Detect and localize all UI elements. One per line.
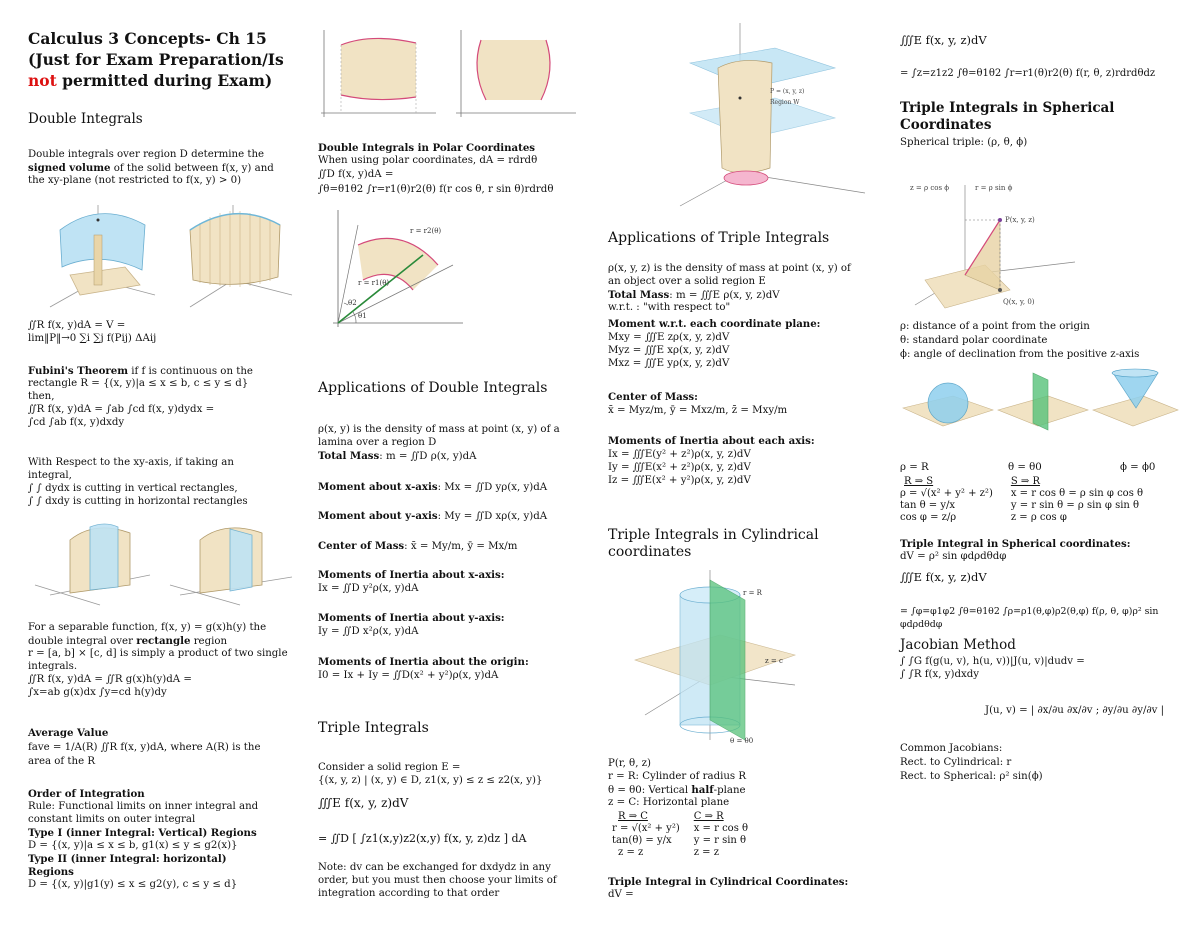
rectangle-word: rectangle: [136, 635, 191, 647]
inertia-x-formula: Ix = ∬D y²ρ(x, y)dA: [318, 583, 419, 594]
phi-definition: ϕ: angle of declination from the positive z-axis: [900, 349, 1140, 360]
intro-line-3: the xy-plane (not restricted to f(x, y) > 0): [28, 175, 242, 186]
cyl-table-head-rc: R ⇒ C: [618, 811, 648, 822]
solid-region-figure: [660, 18, 875, 208]
cyl-fig-r-label: r = R: [743, 589, 762, 597]
sph-conversion-table: [900, 476, 1149, 524]
triple-line-1: Consider a solid region E =: [318, 762, 461, 773]
jacobian-spherical: Rect. to Spherical: ρ² sin(ϕ): [900, 771, 1043, 782]
surface-label-rho: ρ = R: [900, 462, 929, 473]
wrt-line-1: With Respect to the xy-axis, if taking an: [28, 457, 234, 468]
jacobian-line-1: ∫ ∫G f(g(u, v), h(u, v))|J(u, v)|dudv =: [900, 656, 1085, 667]
sph-table-r3a: cos φ = z/ρ: [900, 512, 957, 523]
double-integral-volume-figure: [30, 195, 300, 313]
cyl-integral-line-1: ∭E f(x, y, z)dV: [900, 33, 987, 47]
cyl-fig-z-label: z = c: [765, 657, 783, 665]
jacobian-determinant: J(u, v) = | ∂x/∂u ∂x/∂v ; ∂y/∂u ∂y/∂v |: [985, 705, 1165, 716]
sph-fig-rrho: r = ρ sin ϕ: [975, 184, 1013, 192]
title-not-word: not: [28, 71, 57, 90]
polar-fig-r2-label: r = r2(θ): [410, 227, 442, 235]
type-2-heading-cont: Regions: [28, 866, 74, 878]
jacobian-line-2: ∫ ∫R f(x, y)dxdy: [900, 669, 980, 680]
fubini-line-2: rectangle R = {(x, y)|a ≤ x ≤ b, c ≤ y ≤ d}: [28, 378, 249, 389]
type-1-heading: Type I (inner Integral: Vertical) Regions: [28, 827, 257, 839]
separable-line-2: [28, 635, 227, 649]
app2-line-2: lamina over a region D: [318, 437, 437, 448]
triple-line-3: ∭E f(x, y, z)dV: [318, 796, 409, 810]
polar-region-figure: [318, 205, 468, 330]
title-line-3-rest: permitted during Exam): [56, 71, 273, 90]
app3-total-mass: [608, 289, 780, 303]
fubini-line-1: [28, 365, 253, 379]
title-line-3: [28, 71, 272, 90]
inertia-axis-x: Ix = ∭E(y² + z²)ρ(x, y, z)dV: [608, 449, 751, 460]
sph-fig-q: Q(x, y, 0): [1003, 298, 1035, 306]
cyl-table-r1b: x = r cos θ: [693, 823, 749, 834]
inertia-y-formula: Iy = ∬D x²ρ(x, y)dA: [318, 626, 419, 637]
polar-fig-theta1-label: θ1: [358, 312, 367, 320]
sph-integral-line-1: ∭E f(x, y, z)dV: [900, 570, 987, 584]
moment-y-label: Moment about y-axis: [318, 510, 438, 522]
slicing-figure: [30, 515, 300, 610]
heading-triple-integrals: Triple Integrals: [318, 720, 429, 736]
moment-x-label: Moment about x-axis: [318, 481, 438, 493]
spherical-figure: [905, 180, 1085, 315]
total-mass-3-label: Total Mass: [608, 289, 670, 301]
polar-fig-r1-label: r = r1(θ): [358, 279, 390, 287]
center-mass-3-heading: Center of Mass:: [608, 391, 698, 403]
inertia-axis-z: Iz = ∭E(x² + y²)ρ(x, y, z)dV: [608, 475, 751, 486]
center-mass-label: Center of Mass: [318, 540, 405, 552]
intro-line-2: [28, 162, 274, 176]
heading-jacobian: Jacobian Method: [900, 637, 1016, 653]
polar-heading: Double Integrals in Polar Coordinates: [318, 142, 536, 154]
separable-line-6: ∫x=ab g(x)dx ∫y=cd h(y)dy: [28, 687, 167, 698]
fubini-label: Fubini's Theorem: [28, 365, 129, 377]
cyl-table-head-cr: C ⇒ R: [693, 811, 724, 822]
moment-x-formula: : Mx = ∬D yρ(x, y)dA: [437, 482, 548, 493]
fubini-line-4: ∬R f(x, y)dA = ∫ab ∫cd f(x, y)dydx =: [28, 404, 215, 415]
cyl-table-r3a: z = z: [618, 847, 644, 858]
wrt-note: w.r.t. : "with respect to": [608, 302, 731, 313]
heading-spherical-2: Coordinates: [900, 117, 992, 133]
riemann-line-1: ∬R f(x, y)dA = V =: [28, 320, 126, 331]
separable-line-2-a: double integral over: [28, 636, 137, 647]
triple-note-2: order, but you must then choose your limits of: [318, 875, 557, 886]
fubini-line-1-rest: if f is continuous on the: [128, 366, 253, 377]
cyl-theta-c: -plane: [713, 785, 746, 796]
sph-table-r2a: tan θ = y/x: [900, 500, 956, 511]
wrt-line-4: ∫ ∫ dxdy is cutting in horizontal rectangles: [28, 496, 248, 507]
common-jacobians-heading: Common Jacobians:: [900, 743, 1003, 754]
cyl-point: P(r, θ, z): [608, 758, 652, 769]
fubini-line-3: then,: [28, 391, 55, 402]
separable-line-2-c: region: [190, 636, 228, 647]
fig-point-label: P = (x, y, z): [770, 88, 805, 95]
cyl-table-r1a: r = √(x² + y²): [612, 823, 680, 834]
surface-label-theta: θ = θ0: [1008, 462, 1042, 473]
heading-cylindrical-1: Triple Integrals in Cylindrical: [608, 527, 819, 543]
triple-line-4: = ∬D [ ∫z1(x,y)z2(x,y) f(x, y, z)dz ] dA: [318, 832, 527, 845]
app2-line-1: ρ(x, y) is the density of mass at point (x, y) of a: [318, 424, 560, 435]
type-1-region: D = {(x, y)|a ≤ x ≤ b, g1(x) ≤ y ≤ g2(x)}: [28, 840, 238, 851]
center-mass-3-formula: x̄ = Myz/m, ȳ = Mxz/m, z̄ = Mxy/m: [608, 405, 788, 416]
cyl-table-r2a: tan(θ) = y/x: [612, 835, 672, 846]
cyl-theta-half: half: [691, 784, 714, 796]
moment-xz: Mxz = ∭E yρ(x, y, z)dV: [608, 358, 730, 369]
sph-table-head-rs: R ⇒ S: [904, 476, 934, 487]
inertia-origin-heading: Moments of Inertia about the origin:: [318, 656, 529, 668]
fig-region-label: Region W: [770, 99, 800, 106]
heading-applications-triple: Applications of Triple Integrals: [608, 230, 830, 246]
separable-line-3: r = [a, b] × [c, d] is simply a product of two single: [28, 648, 288, 659]
heading-spherical-1: Triple Integrals in Spherical: [900, 100, 1115, 116]
total-mass-3-formula: : m = ∭E ρ(x, y, z)dV: [669, 290, 780, 301]
app2-total-mass: [318, 450, 477, 464]
cyl-table-r3b: z = z: [693, 847, 720, 858]
cyl-integral-dv: dV =: [608, 889, 634, 900]
polar-fig-theta2-label: θ2: [348, 299, 357, 307]
cyl-fig-theta-label: θ = θ0: [730, 737, 754, 745]
fubini-line-5: ∫cd ∫ab f(x, y)dxdy: [28, 417, 125, 428]
sph-table-head-sr: S ⇒ R: [1010, 476, 1040, 487]
moment-x-line: [318, 481, 547, 495]
inertia-origin-formula: I0 = Ix + Iy = ∬D(x² + y²)ρ(x, y)dA: [318, 670, 499, 681]
total-mass-formula: : m = ∬D ρ(x, y)dA: [379, 451, 477, 462]
sph-table-r2b: y = r sin θ = ρ sin φ sin θ: [1010, 500, 1140, 511]
cyl-integral-line-2: = ∫z=z1z2 ∫θ=θ1θ2 ∫r=r1(θ)r2(θ) f(r, θ, z)rdrdθdz: [900, 68, 1156, 79]
moment-plane-heading: Moment w.r.t. each coordinate plane:: [608, 318, 821, 330]
app3-line-1: ρ(x, y, z) is the density of mass at point (x, y) of: [608, 263, 851, 274]
intro-line-2-rest: of the solid between f(x, y) and: [110, 163, 274, 174]
separable-line-1: For a separable function, f(x, y) = g(x)h(y) the: [28, 622, 267, 633]
separable-line-4: integrals.: [28, 661, 78, 672]
heading-applications-double: Applications of Double Integrals: [318, 380, 548, 396]
sph-table-r1b: x = r cos θ = ρ sin φ cos θ: [1010, 488, 1144, 499]
cylindrical-figure: [625, 565, 800, 750]
cyl-r-def: r = R: Cylinder of radius R: [608, 771, 747, 782]
spherical-triple: Spherical triple: (ρ, θ, ϕ): [900, 137, 1028, 148]
type-2-region: D = {(x, y)|g1(y) ≤ x ≤ g2(y), c ≤ y ≤ d}: [28, 879, 238, 890]
title-line-2: (Just for Exam Preparation/Is: [28, 50, 284, 69]
inertia-axis-y: Iy = ∭E(x² + z²)ρ(x, y, z)dV: [608, 462, 751, 473]
sph-integral-line-2: = ∫φ=φ1φ2 ∫θ=θ1θ2 ∫ρ=ρ1(θ,φ)ρ2(θ,φ) f(ρ, θ, φ)ρ² sin φdρdθdφ: [900, 606, 1159, 630]
sph-dv: dV = ρ² sin φdρdθdφ: [900, 551, 1007, 562]
type-regions-figure: [316, 25, 586, 125]
heading-double-integrals: Double Integrals: [28, 111, 143, 127]
wrt-line-3: ∫ ∫ dydx is cutting in vertical rectangles,: [28, 483, 238, 494]
cyl-z-def: z = C: Horizontal plane: [608, 797, 730, 808]
moment-yz: Myz = ∭E xρ(x, y, z)dV: [608, 345, 730, 356]
inertia-axis-heading: Moments of Inertia about each axis:: [608, 435, 815, 447]
spherical-surfaces-figure: [898, 368, 1183, 433]
title-line-1: Calculus 3 Concepts- Ch 15: [28, 29, 267, 48]
polar-line-3: ∫θ=θ1θ2 ∫r=r1(θ)r2(θ) f(r cos θ, r sin θ)rdrdθ: [318, 184, 554, 195]
riemann-line-2: lim‖P‖→0 ∑i ∑j f(Pij) ΔAij: [28, 333, 157, 344]
theta-definition: θ: standard polar coordinate: [900, 335, 1048, 346]
intro-line-1: Double integrals over region D determine the: [28, 149, 265, 160]
separable-line-5: ∬R f(x, y)dA = ∬R g(x)h(y)dA =: [28, 674, 192, 685]
moment-xy: Mxy = ∭E zρ(x, y, z)dV: [608, 332, 730, 343]
average-value-line-2: area of the R: [28, 756, 96, 767]
jacobian-cylindrical: Rect. to Cylindrical: r: [900, 757, 1012, 768]
total-mass-label: Total Mass: [318, 450, 380, 462]
signed-volume-text: signed volume: [28, 162, 111, 174]
cyl-conversion-table: [612, 811, 754, 859]
surface-label-phi: ϕ = ϕ0: [1120, 462, 1156, 473]
order-line-1: Rule: Functional limits on inner integral and: [28, 801, 259, 812]
moment-y-formula: : My = ∬D xρ(x, y)dA: [437, 511, 548, 522]
inertia-x-heading: Moments of Inertia about x-axis:: [318, 569, 505, 581]
wrt-line-2: integral,: [28, 470, 72, 481]
cyl-theta-a: θ = θ0: Vertical: [608, 785, 692, 796]
rho-definition: ρ: distance of a point from the origin: [900, 321, 1090, 332]
average-value-line-1: fave = 1/A(R) ∬R f(x, y)dA, where A(R) is the: [28, 742, 261, 753]
cyl-theta-def: [608, 784, 746, 798]
triple-note-3: integration according to that order: [318, 888, 500, 899]
polar-line-2: ∬D f(x, y)dA =: [318, 169, 394, 180]
sph-fig-pxyz: P(x, y, z): [1005, 216, 1035, 224]
moment-y-line: [318, 510, 547, 524]
sph-fig-zrho: z = ρ cos ϕ: [910, 184, 950, 192]
sph-table-r1a: ρ = √(x² + y² + z²): [900, 488, 993, 499]
triple-note-1: Note: dv can be exchanged for dxdydz in any: [318, 862, 551, 873]
order-heading: Order of Integration: [28, 788, 145, 800]
center-mass-formula: : x̄ = My/m, ȳ = Mx/m: [404, 541, 518, 552]
order-line-2: constant limits on outer integral: [28, 814, 196, 825]
center-mass-line: [318, 540, 517, 554]
cyl-table-r2b: y = r sin θ: [693, 835, 747, 846]
polar-line-1: When using polar coordinates, dA = rdrdθ: [318, 155, 538, 166]
type-2-heading: Type II (inner Integral: horizontal): [28, 853, 227, 865]
average-value-heading: Average Value: [28, 727, 109, 739]
inertia-y-heading: Moments of Inertia about y-axis:: [318, 612, 505, 624]
heading-cylindrical-2: coordinates: [608, 544, 692, 560]
sph-table-r3b: z = ρ cos φ: [1010, 512, 1067, 523]
triple-line-2: {(x, y, z) | (x, y) ∈ D, z1(x, y) ≤ z ≤ z2(x, y)}: [318, 775, 543, 786]
app3-line-2: an object over a solid region E: [608, 276, 766, 287]
sph-integral-heading: Triple Integral in Spherical coordinates:: [900, 538, 1131, 550]
cyl-integral-heading: Triple Integral in Cylindrical Coordinates:: [608, 876, 849, 888]
